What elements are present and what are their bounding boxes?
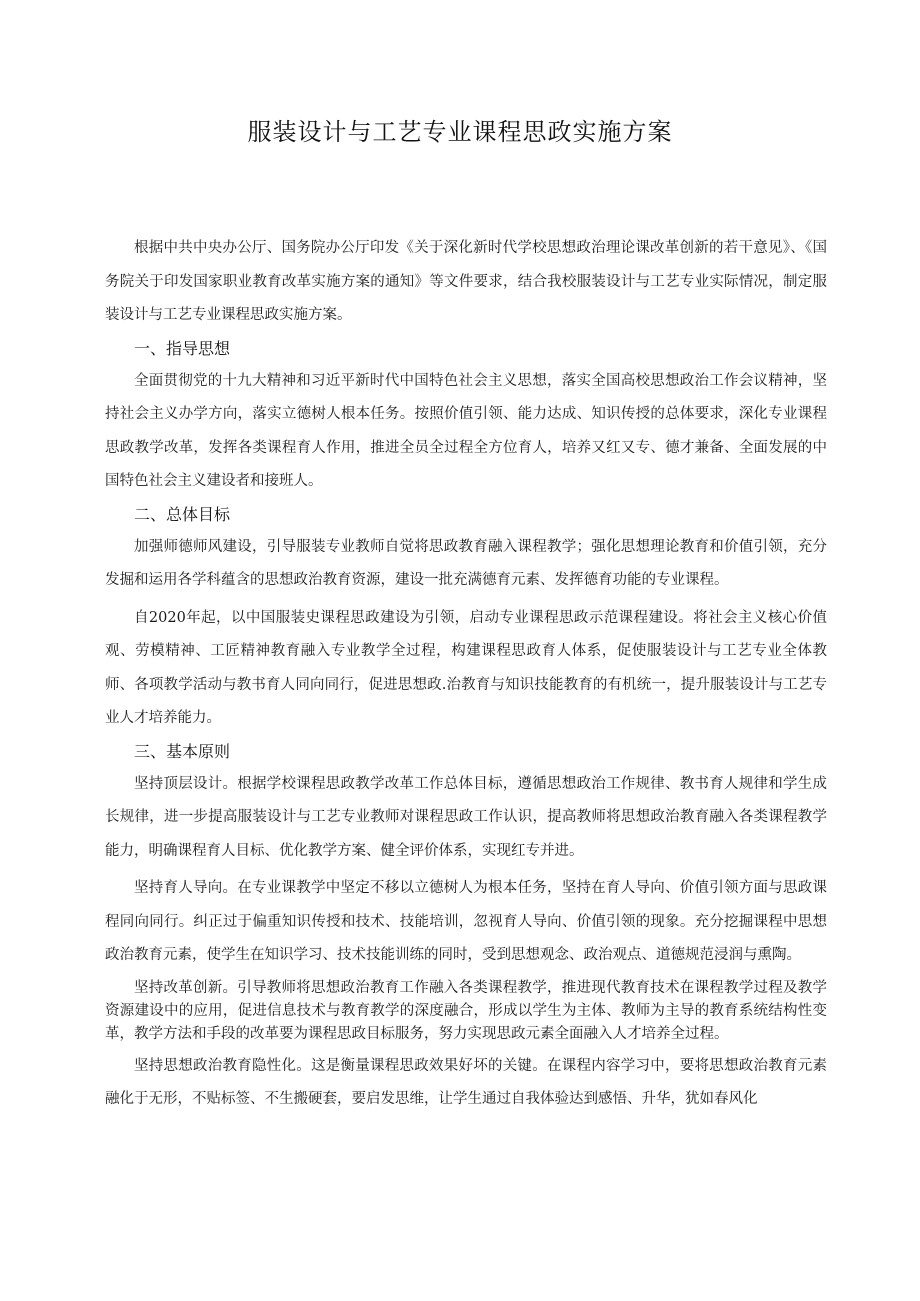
paragraph: 坚持育人导向。在专业课教学中坚定不移以立德树人为根本任务，坚持在育人导向、价值引领方面与思政课程同向同行。纠正过于偏重知识传授和技术、技能培训，忽视育人导向、价值引领的现象。充分挖掘课程中思想政治教育元素，使学生在知识学习、技术技能训练的同时，受到思想观念、政治观点、道德规范浸润与熏陶。 xyxy=(105,880,827,963)
section-heading-guiding-thought: 一、指导思想 xyxy=(134,338,231,358)
paragraph: 加强师德师风建设，引导服装专业教师自觉将思政教育融入课程教学；强化思想理论教育和价值引领，充分发掘和运用各学科蕴含的思想政治教育资源，建设一批充满德育元素、发挥德育功能的专业课程。 xyxy=(105,538,827,588)
paragraph: 坚持顶层设计。根据学校课程思政教学改革工作总体目标，遵循思想政治工作规律、教书育人规律和学生成长规律，进一步提高服装设计与工艺专业教师对课程思政工作认识，提高教师将思想政治教育融入各类课程教学能力，明确课程育人目标、优化教学方案、健全评价体系，实现红专并进。 xyxy=(105,775,827,859)
intro-paragraph: 根据中共中央办公厅、国务院办公厅印发《关于深化新时代学校思想政治理论课改革创新的若干意见》、《国务院关于印发国家职业教育改革实施方案的通知》等文件要求，结合我校服装设计与工艺专业实际情况，制定服装设计与工艺专业课程思政实施方案。 xyxy=(105,240,827,323)
paragraph: 自2020年起，以中国服装史课程思政建设为引领，启动专业课程思政示范课程建设。将社会主义核心价值观、劳模精神、工匠精神教育融入专业教学全过程，构建课程思政育人体系，促使服装设计与工艺专业全体教师、各项教学活动与教书育人同向同行，促进思想政.治教育与知识技能教育的有机统一，提升服装设计与工艺专业人才培养能力。 xyxy=(105,609,827,726)
section-heading-basic-principles: 三、基本原则 xyxy=(134,741,231,761)
document-body xyxy=(105,232,827,1117)
paragraph: 坚持改革创新。引导教师将思想政治教育工作融入各类课程教学，推进现代教育技术在课程教学过程及教学资源建设中的应用，促进信息技术与教育教学的深度融合，形成以学生为主体、教师为主导的教育系统结构性变革，教学方法和手段的改革要为课程思政目标服务，努力实现思政元素全面融入人才培养全过程。 xyxy=(105,979,827,1042)
paragraph: 全面贯彻党的十九大精神和习近平新时代中国特色社会主义思想，落实全国高校思想政治工作会议精神，坚持社会主义办学方向，落实立德树人根本任务。按照价值引领、能力达成、知识传授的总体要求，深化专业课程思政教学改革，发挥各类课程育人作用，推进全员全过程全方位育人，培养又红又专、德才兼备、全面发展的中国特色社会主义建设者和接班人。 xyxy=(105,372,827,489)
paragraph: 坚持思想政治教育隐性化。这是衡量课程思政效果好坏的关键。在课程内容学习中，要将思想政治教育元素融化于无形，不贴标签、不生搬硬套，要启发思维，让学生通过自我体验达到感悟、升华，犹如春风化 xyxy=(105,1057,827,1107)
section-heading-overall-goal: 二、总体目标 xyxy=(134,504,231,524)
page-title: 服装设计与工艺专业课程思政实施方案 xyxy=(247,118,673,146)
